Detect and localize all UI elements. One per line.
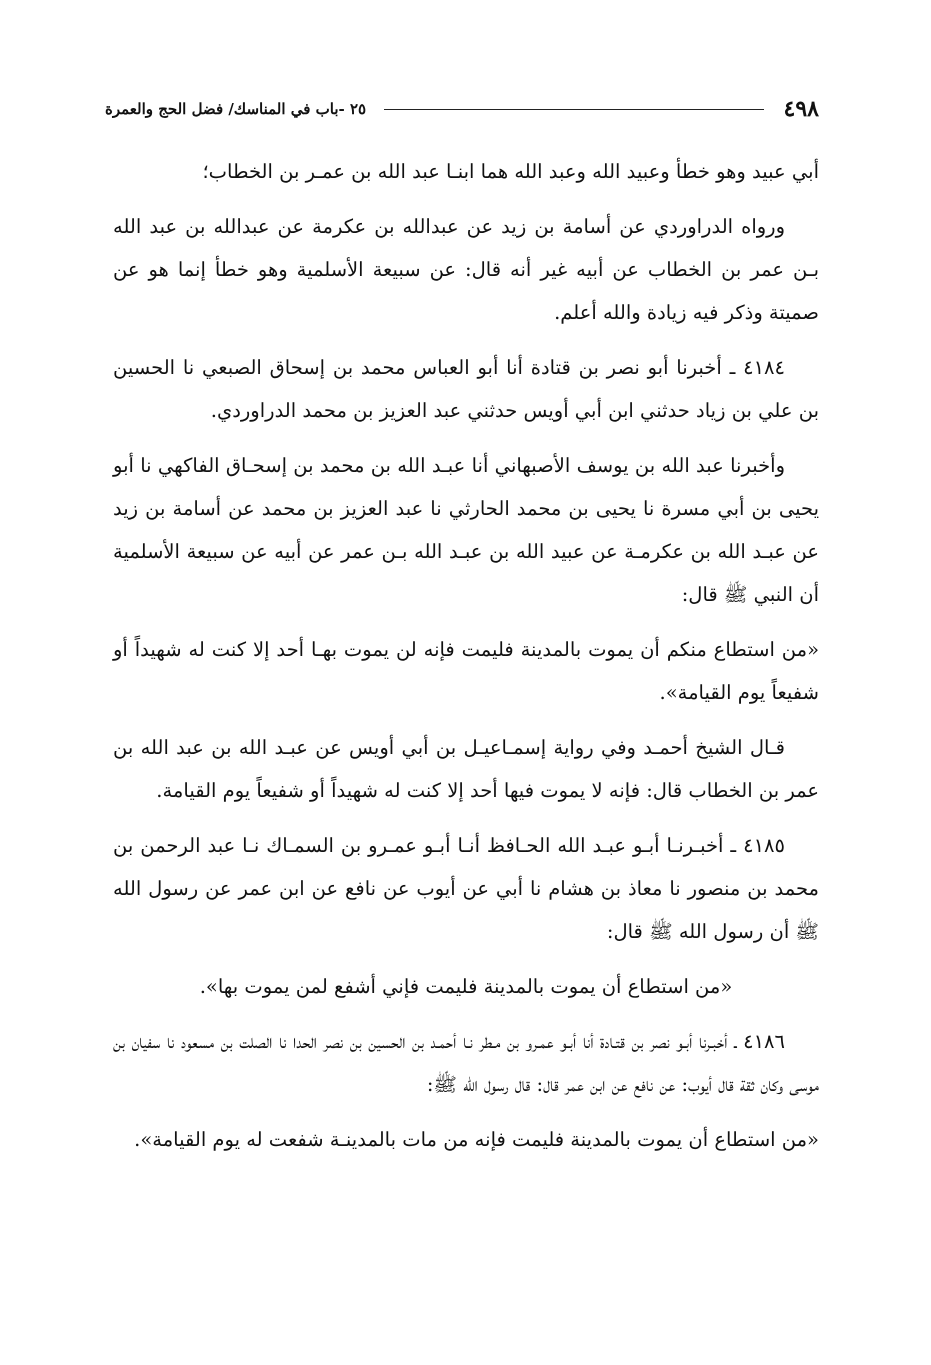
paragraph-hadith-4184: ٤١٨٤ ـ أخبرنا أبو نصر بن قتادة أنا أبو العباس محمد بن إسحاق الصبعي نا الحسين بن علي بن زياد حدثني ابن أبي أويس حدثني عبد العزيز بن محمد الدراوردي. — [113, 356, 819, 422]
running-title: ٢٥ -باب في المناسك/ فضل الحج والعمرة — [105, 100, 367, 118]
page-header — [105, 92, 819, 126]
paragraph-hadith-text: «من استطاع أن يموت بالمدينة فليمت فإنه من مات بالمدينـة شفعت له يوم القيامة». — [134, 1128, 819, 1151]
paragraph-hadith-4185: ٤١٨٥ ـ أخبـرنـا أبـو عبـد الله الحـافظ أنـا أبـو عمـرو بن السمـاك نـا عبد الرحمن بن محمد بن منصور نا معاذ بن هشام نا أبي عن أيوب عن نافع عن ابن عمر عن رسول الله ﷺ أن رسول الله ﷺ قال: — [113, 834, 819, 943]
page-body — [113, 150, 819, 1173]
paragraph-hadith-text: «من استطاع منكم أن يموت بالمدينة فليمت فإنه لن يموت بهـا أحد إلا كنت له شهيداً أو شفيعاً يوم القيامة». — [113, 638, 819, 704]
paragraph-hadith-4186: ٤١٨٦ ـ أخبـرنا أبـو نصر بن قتـادة أنا أبـو عمـرو بن مـطر نـا أحمـد بن الحسين بن نصر الحدا نا الصلت بن مسعود نا سفيان بن موسى وكان ثقة قال أيوب: عن نافع عن ابن عمر قال: قال رسول الله ﷺ: — [113, 1030, 819, 1096]
paragraph-sheikh-note: قـال الشيخ أحمـد وفي رواية إسمـاعيـل بن أبي أويس عن عبـد الله بن عبد الله بن عمر بن الخطاب قال: فإنه لا يموت فيها أحد إلا كنت له شهيداً أو شفيعاً يوم القيامة. — [113, 736, 819, 802]
paragraph-hadith-text: «من استطاع أن يموت بالمدينة فليمت فإني أشفع لمن يموت بها». — [199, 975, 733, 998]
header-rule — [384, 109, 763, 110]
paragraph-isnad: وأخبرنا عبد الله بن يوسف الأصبهاني أنا عبـد الله بن محمد بن إسحـاق الفاكهي نا أبو يحيى بن أبي مسرة نا يحيى بن محمد الحارثي نا عبد العزيز بن محمد عن أسامة بن زيد عن عبـد الله بن عكرمـة عن عبيد الله بن عبـد الله بـن عمر عن أبيه عن سبيعة الأسلمية أن النبي ﷺ قال: — [113, 454, 819, 606]
paragraph-continuation: أبي عبيد وهو خطأ وعبيد الله وعبد الله هما ابنـا عبد الله بن عمـر بن الخطاب؛ — [202, 160, 819, 183]
page-number: ٤٩٨ — [783, 96, 819, 122]
paragraph-narration: ورواه الدراوردي عن أسامة بن زيد عن عبدالله بن عكرمة عن عبدالله بن عبد الله بـن عمر بن الخطاب عن أبيه غير أنه قال: عن سبيعة الأسلمية وهو خطأ إنما هو عن صميتة وذكر فيه زيادة والله أعلم. — [113, 215, 819, 324]
